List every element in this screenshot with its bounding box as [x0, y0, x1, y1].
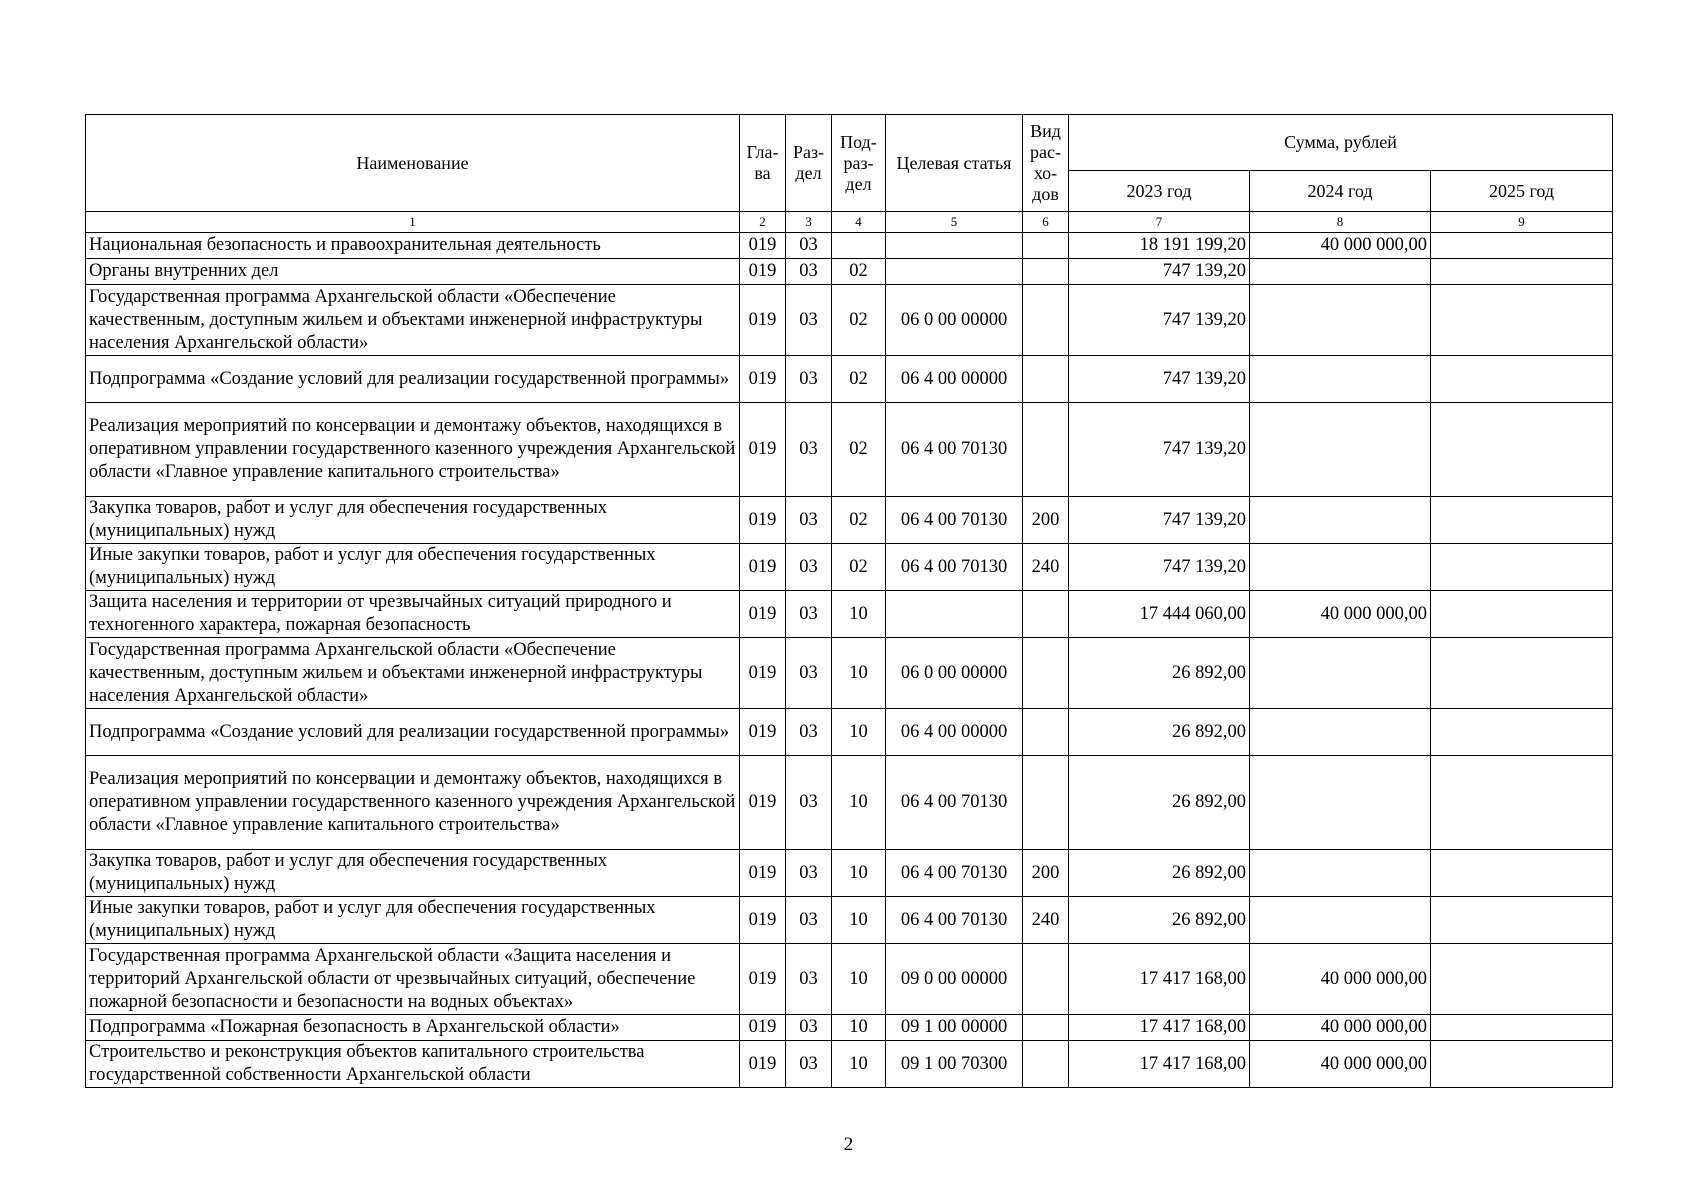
row-sum-2025	[1431, 233, 1613, 259]
row-sum-2025	[1431, 285, 1613, 356]
row-sum-2025	[1431, 638, 1613, 709]
row-sum-2025	[1431, 1015, 1613, 1041]
table-row	[86, 709, 1613, 756]
row-chapter: 019	[740, 944, 786, 1015]
row-subsection: 02	[832, 285, 886, 356]
table-row	[86, 356, 1613, 403]
table-row	[86, 497, 1613, 544]
row-target-article: 09 0 00 00000	[886, 944, 1023, 1015]
row-section: 03	[786, 259, 832, 285]
row-target-article: 06 4 00 70130	[886, 403, 1023, 497]
column-number: 1	[86, 212, 740, 233]
row-expense-type	[1023, 1041, 1069, 1088]
column-number: 5	[886, 212, 1023, 233]
row-name: Строительство и реконструкция объектов капитального строительства государственной собственности Архангельской области	[86, 1041, 740, 1088]
row-expense-type	[1023, 756, 1069, 850]
row-sum-2024	[1250, 259, 1431, 285]
row-chapter: 019	[740, 1015, 786, 1041]
row-subsection: 02	[832, 544, 886, 591]
row-sum-2023: 747 139,20	[1069, 259, 1250, 285]
row-target-article: 06 0 00 00000	[886, 285, 1023, 356]
row-sum-2025	[1431, 756, 1613, 850]
row-chapter: 019	[740, 259, 786, 285]
row-expense-type	[1023, 356, 1069, 403]
row-target-article: 06 4 00 00000	[886, 709, 1023, 756]
header-target-article: Целевая статья	[886, 115, 1023, 212]
row-section: 03	[786, 233, 832, 259]
row-sum-2024: 40 000 000,00	[1250, 1015, 1431, 1041]
row-sum-2023: 26 892,00	[1069, 638, 1250, 709]
row-sum-2023: 747 139,20	[1069, 403, 1250, 497]
row-target-article	[886, 233, 1023, 259]
row-expense-type	[1023, 233, 1069, 259]
row-section: 03	[786, 709, 832, 756]
column-number: 7	[1069, 212, 1250, 233]
row-sum-2024: 40 000 000,00	[1250, 1041, 1431, 1088]
column-number: 4	[832, 212, 886, 233]
table-row	[86, 756, 1613, 850]
budget-table	[85, 114, 1613, 1088]
row-section: 03	[786, 497, 832, 544]
row-name: Иные закупки товаров, работ и услуг для обеспечения государственных (муниципальных) нужд	[86, 544, 740, 591]
row-name: Государственная программа Архангельской области «Обеспечение качественным, доступным жильем и объектами инженерной инфраструктуры населения Архангельской области»	[86, 285, 740, 356]
row-sum-2024: 40 000 000,00	[1250, 591, 1431, 638]
row-sum-2023: 17 417 168,00	[1069, 944, 1250, 1015]
row-target-article: 06 4 00 70130	[886, 497, 1023, 544]
row-target-article: 09 1 00 00000	[886, 1015, 1023, 1041]
row-name: Закупка товаров, работ и услуг для обеспечения государственных (муниципальных) нужд	[86, 850, 740, 897]
row-target-article: 06 4 00 70130	[886, 850, 1023, 897]
row-sum-2025	[1431, 544, 1613, 591]
row-section: 03	[786, 897, 832, 944]
header-expense-type: Вид рас- хо- дов	[1023, 115, 1069, 212]
row-subsection: 10	[832, 591, 886, 638]
row-sum-2023: 26 892,00	[1069, 756, 1250, 850]
column-number: 3	[786, 212, 832, 233]
row-expense-type	[1023, 285, 1069, 356]
row-expense-type	[1023, 638, 1069, 709]
row-chapter: 019	[740, 356, 786, 403]
row-section: 03	[786, 638, 832, 709]
row-sum-2025	[1431, 591, 1613, 638]
row-expense-type	[1023, 1015, 1069, 1041]
row-section: 03	[786, 850, 832, 897]
header-sum-group: Сумма, рублей	[1069, 115, 1613, 171]
row-section: 03	[786, 544, 832, 591]
row-expense-type	[1023, 591, 1069, 638]
row-name: Государственная программа Архангельской области «Защита населения и территорий Архангельской области от чрезвычайных ситуаций, обеспечение пожарной безопасности и безопасности на водных объектах»	[86, 944, 740, 1015]
page-number: 2	[843, 1134, 854, 1155]
row-name: Органы внутренних дел	[86, 259, 740, 285]
row-chapter: 019	[740, 285, 786, 356]
row-subsection: 10	[832, 709, 886, 756]
header-name: Наименование	[86, 115, 740, 212]
row-expense-type	[1023, 259, 1069, 285]
column-number: 9	[1431, 212, 1613, 233]
row-sum-2024	[1250, 356, 1431, 403]
row-chapter: 019	[740, 544, 786, 591]
row-sum-2024	[1250, 403, 1431, 497]
row-chapter: 019	[740, 233, 786, 259]
row-chapter: 019	[740, 1041, 786, 1088]
row-section: 03	[786, 403, 832, 497]
table-body	[86, 233, 1613, 1088]
row-section: 03	[786, 1041, 832, 1088]
header-year-2025: 2025 год	[1431, 171, 1613, 212]
row-sum-2025	[1431, 356, 1613, 403]
table-header	[86, 115, 1613, 233]
row-subsection	[832, 233, 886, 259]
row-target-article: 06 4 00 70130	[886, 756, 1023, 850]
table-row	[86, 285, 1613, 356]
row-sum-2025	[1431, 709, 1613, 756]
table-row	[86, 897, 1613, 944]
row-chapter: 019	[740, 403, 786, 497]
row-subsection: 10	[832, 850, 886, 897]
table-row	[86, 591, 1613, 638]
row-sum-2023: 747 139,20	[1069, 497, 1250, 544]
row-chapter: 019	[740, 497, 786, 544]
row-sum-2025	[1431, 850, 1613, 897]
row-subsection: 02	[832, 497, 886, 544]
row-expense-type: 240	[1023, 544, 1069, 591]
row-subsection: 02	[832, 259, 886, 285]
row-sum-2025	[1431, 1041, 1613, 1088]
row-sum-2023: 18 191 199,20	[1069, 233, 1250, 259]
row-target-article: 09 1 00 70300	[886, 1041, 1023, 1088]
row-expense-type: 240	[1023, 897, 1069, 944]
table-row	[86, 944, 1613, 1015]
row-name: Подпрограмма «Создание условий для реализации государственной программы»	[86, 356, 740, 403]
row-target-article	[886, 259, 1023, 285]
row-sum-2024: 40 000 000,00	[1250, 944, 1431, 1015]
header-year-2023: 2023 год	[1069, 171, 1250, 212]
row-name: Реализация мероприятий по консервации и демонтажу объектов, находящихся в оперативном управлении государственного казенного учреждения Архангельской области «Главное управление капитального строительства»	[86, 756, 740, 850]
table-row	[86, 403, 1613, 497]
row-subsection: 10	[832, 756, 886, 850]
row-sum-2024	[1250, 544, 1431, 591]
row-section: 03	[786, 944, 832, 1015]
row-section: 03	[786, 591, 832, 638]
column-number: 6	[1023, 212, 1069, 233]
header-section: Раз- дел	[786, 115, 832, 212]
row-sum-2023: 747 139,20	[1069, 544, 1250, 591]
row-sum-2023: 17 417 168,00	[1069, 1041, 1250, 1088]
row-sum-2023: 26 892,00	[1069, 709, 1250, 756]
row-target-article	[886, 591, 1023, 638]
row-sum-2025	[1431, 944, 1613, 1015]
row-sum-2023: 747 139,20	[1069, 285, 1250, 356]
row-sum-2024	[1250, 897, 1431, 944]
row-name: Реализация мероприятий по консервации и демонтажу объектов, находящихся в оперативном управлении государственного казенного учреждения Архангельской области «Главное управление капитального строительства»	[86, 403, 740, 497]
row-subsection: 02	[832, 356, 886, 403]
row-expense-type: 200	[1023, 497, 1069, 544]
row-subsection: 10	[832, 1041, 886, 1088]
row-subsection: 10	[832, 897, 886, 944]
row-sum-2024	[1250, 638, 1431, 709]
row-chapter: 019	[740, 709, 786, 756]
row-section: 03	[786, 756, 832, 850]
header-chapter: Гла- ва	[740, 115, 786, 212]
table-row	[86, 544, 1613, 591]
row-name: Государственная программа Архангельской области «Обеспечение качественным, доступным жильем и объектами инженерной инфраструктуры населения Архангельской области»	[86, 638, 740, 709]
row-target-article: 06 4 00 70130	[886, 544, 1023, 591]
row-chapter: 019	[740, 897, 786, 944]
row-sum-2024	[1250, 850, 1431, 897]
row-subsection: 10	[832, 1015, 886, 1041]
row-sum-2024	[1250, 285, 1431, 356]
row-target-article: 06 4 00 70130	[886, 897, 1023, 944]
row-target-article: 06 4 00 00000	[886, 356, 1023, 403]
row-sum-2025	[1431, 897, 1613, 944]
row-sum-2023: 747 139,20	[1069, 356, 1250, 403]
row-target-article: 06 0 00 00000	[886, 638, 1023, 709]
row-sum-2023: 17 444 060,00	[1069, 591, 1250, 638]
column-number: 2	[740, 212, 786, 233]
table-row	[86, 259, 1613, 285]
row-sum-2023: 17 417 168,00	[1069, 1015, 1250, 1041]
row-subsection: 10	[832, 638, 886, 709]
row-chapter: 019	[740, 756, 786, 850]
row-section: 03	[786, 1015, 832, 1041]
row-expense-type	[1023, 709, 1069, 756]
row-sum-2024: 40 000 000,00	[1250, 233, 1431, 259]
row-sum-2025	[1431, 497, 1613, 544]
row-sum-2025	[1431, 259, 1613, 285]
header-subsection: Под- раз- дел	[832, 115, 886, 212]
table-row	[86, 233, 1613, 259]
row-sum-2024	[1250, 756, 1431, 850]
row-section: 03	[786, 285, 832, 356]
table-row	[86, 638, 1613, 709]
row-sum-2023: 26 892,00	[1069, 850, 1250, 897]
row-name: Иные закупки товаров, работ и услуг для обеспечения государственных (муниципальных) нужд	[86, 897, 740, 944]
column-number: 8	[1250, 212, 1431, 233]
row-name: Закупка товаров, работ и услуг для обеспечения государственных (муниципальных) нужд	[86, 497, 740, 544]
table-row	[86, 1015, 1613, 1041]
row-expense-type: 200	[1023, 850, 1069, 897]
row-expense-type	[1023, 403, 1069, 497]
row-subsection: 10	[832, 944, 886, 1015]
row-name: Защита населения и территории от чрезвычайных ситуаций природного и техногенного характера, пожарная безопасность	[86, 591, 740, 638]
row-subsection: 02	[832, 403, 886, 497]
row-chapter: 019	[740, 591, 786, 638]
row-chapter: 019	[740, 638, 786, 709]
row-name: Подпрограмма «Пожарная безопасность в Архангельской области»	[86, 1015, 740, 1041]
table-row	[86, 1041, 1613, 1088]
row-name: Подпрограмма «Создание условий для реализации государственной программы»	[86, 709, 740, 756]
table-row	[86, 850, 1613, 897]
row-section: 03	[786, 356, 832, 403]
row-sum-2024	[1250, 497, 1431, 544]
row-sum-2025	[1431, 403, 1613, 497]
row-name: Национальная безопасность и правоохранительная деятельность	[86, 233, 740, 259]
row-expense-type	[1023, 944, 1069, 1015]
row-chapter: 019	[740, 850, 786, 897]
row-sum-2024	[1250, 709, 1431, 756]
header-year-2024: 2024 год	[1250, 171, 1431, 212]
row-sum-2023: 26 892,00	[1069, 897, 1250, 944]
